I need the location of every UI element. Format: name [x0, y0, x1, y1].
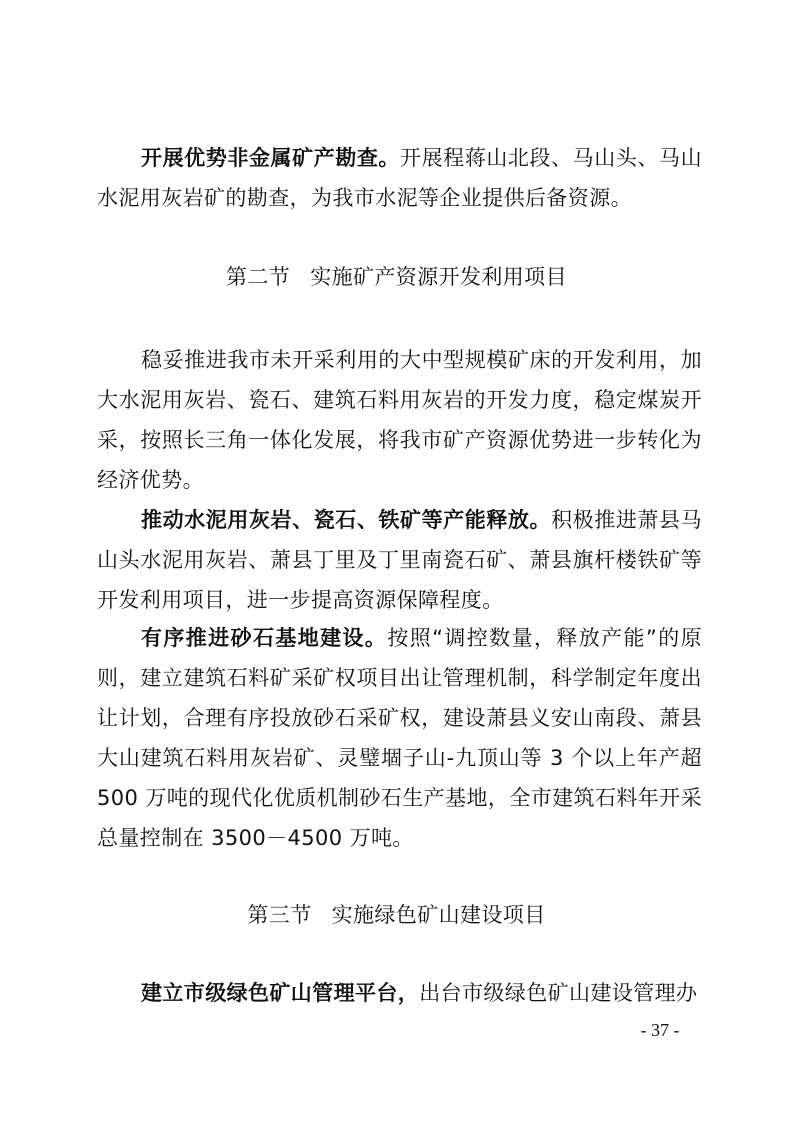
page-number: - 37 -	[640, 1020, 680, 1040]
paragraph-lead: 有序推进砂石基地建设。	[141, 626, 388, 650]
section-heading-3	[0, 900, 793, 930]
section-heading-2	[0, 262, 793, 292]
paragraph-lead: 建立市级绿色矿山管理平台，	[141, 981, 420, 1005]
paragraph-capacity-release	[97, 500, 702, 620]
section-title: 实施绿色矿山建设项目	[331, 903, 546, 927]
section-number: 第三节	[247, 903, 312, 927]
paragraph-green-mine-platform	[97, 973, 702, 1013]
paragraph-sandstone-base	[97, 618, 702, 858]
paragraph-body: 按照“调控数量，释放产能”的原则，建立建筑石料矿采矿权项目出让管理机制，科学制定年度出让计划，合理有序投放砂石采矿权，建设萧县义安山南段、萧县大山建筑石料用灰岩矿、灵璧堌子山-九顶山等 3 个以上年产超 500 万吨的现代化优质机制砂石生产基地，全市建筑石料年开采总量控制在 3500－4500 万吨。	[97, 626, 702, 850]
paragraph-body: 开展程蒋山北段、马山头、马山水泥用灰岩矿的勘查，为我市水泥等企业提供后备资源。	[97, 146, 702, 210]
paragraph-body: 积极推进萧县马山头水泥用灰岩、萧县丁里及丁里南瓷石矿、萧县旗杆楼铁矿等开发利用项目，进一步提高资源保障程度。	[97, 508, 702, 612]
section-title: 实施矿产资源开发利用项目	[310, 265, 567, 289]
paragraph-lead: 推动水泥用灰岩、瓷石、铁矿等产能释放。	[141, 508, 552, 532]
paragraph-lead: 开展优势非金属矿产勘查。	[141, 146, 400, 170]
paragraph-body: 稳妥推进我市未开采利用的大中型规模矿床的开发利用，加大水泥用灰岩、瓷石、建筑石料用灰岩的开发力度，稳定煤炭开采，按照长三角一体化发展，将我市矿产资源优势进一步转化为经济优势。	[97, 348, 702, 492]
paragraph-development-utilization	[97, 340, 702, 500]
section-number: 第二节	[225, 265, 291, 289]
paragraph-mineral-exploration	[97, 138, 702, 218]
paragraph-body: 出台市级绿色矿山建设管理办	[419, 981, 698, 1005]
